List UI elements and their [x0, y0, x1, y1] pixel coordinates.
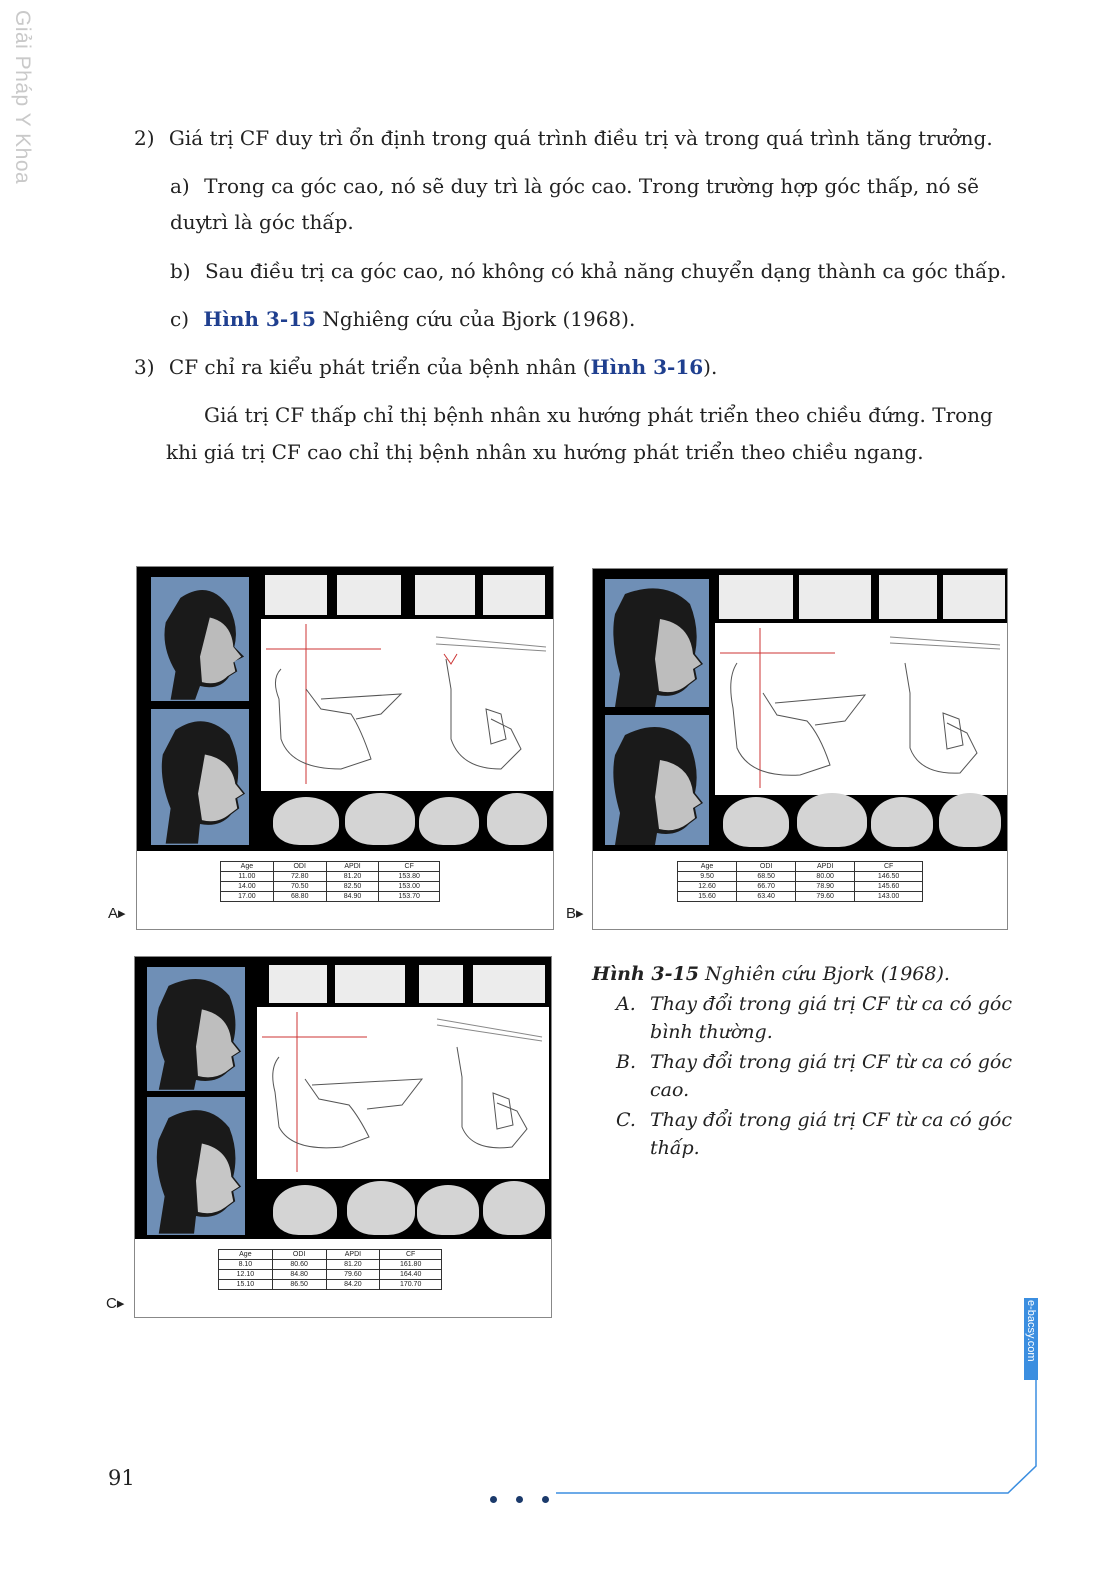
profile-photo	[605, 579, 709, 707]
dental-cast	[487, 793, 547, 845]
dental-cast	[345, 793, 415, 845]
cf-data-table	[677, 861, 923, 902]
table-row: 17.00 68.80 84.90 153.70	[221, 892, 440, 902]
list-item-2b	[170, 253, 1007, 289]
profile-photo	[147, 1097, 245, 1235]
table-row: 15.10 86.50 84.20 170.70	[219, 1280, 442, 1290]
table-row: 8.10 80.60 81.20 161.80	[219, 1260, 442, 1270]
figure-b	[592, 568, 1008, 930]
item-letter: c)	[170, 307, 190, 331]
dental-cast	[417, 1185, 479, 1235]
dental-photo	[473, 965, 545, 1003]
item-text: Sau điều trị ca góc cao, nó không có khả năng chuyển dạng thành ca góc thấp.	[204, 259, 1007, 283]
dental-cast	[797, 793, 867, 847]
item-letter: b)	[170, 259, 191, 283]
table-row: 12.60 66.70 78.90 145.60	[678, 882, 923, 892]
figure-a-label: A▸	[108, 905, 126, 922]
cephalometric-tracing	[715, 623, 1007, 795]
dental-photo	[337, 575, 401, 615]
dental-photo	[799, 575, 871, 619]
list-item-3	[134, 349, 717, 385]
caption-item-a: A. Thay đổi trong giá trị CF từ ca có góc bình thường.	[616, 993, 1012, 1043]
paragraph-line-1: Giá trị CF thấp chỉ thị bệnh nhân xu hướng phát triển theo chiều đứng. Trong	[204, 403, 993, 427]
dental-photo	[415, 575, 475, 615]
item-text: ).	[703, 355, 718, 379]
figure-caption	[592, 960, 1022, 1162]
list-item-2	[134, 120, 993, 156]
list-item-2c	[170, 301, 635, 337]
cf-data-table	[218, 1249, 442, 1290]
watermark-tab: e-bacsy.com	[1024, 1298, 1038, 1380]
dental-photo	[265, 575, 327, 615]
dental-photo	[269, 965, 327, 1003]
figure-c	[134, 956, 552, 1318]
dental-photo	[879, 575, 937, 619]
item-letter: a)	[170, 174, 190, 198]
figure-reference-link[interactable]: Hình 3-16	[590, 355, 704, 379]
footer-dots	[490, 1488, 568, 1507]
item-text: Giá trị CF duy trì ổn định trong quá trình điều trị và trong quá trình tăng trưởng.	[168, 126, 993, 150]
dental-cast	[273, 1185, 337, 1235]
side-title	[8, 10, 34, 185]
item-text: Nghiêng cứu của Bjork (1968).	[315, 307, 636, 331]
cephalometric-tracing	[257, 1007, 549, 1179]
side-title-text: Giải Pháp Y Khoa	[11, 10, 34, 185]
dental-photo	[483, 575, 545, 615]
page-number: 91	[108, 1466, 135, 1490]
table-header-row: Age ODI APDI CF	[678, 862, 923, 872]
caption-item-b: B. Thay đổi trong giá trị CF từ ca có góc cao.	[616, 1051, 1012, 1101]
figure-a	[136, 566, 554, 930]
table-row: 9.50 68.50 80.00 146.50	[678, 872, 923, 882]
cephalometric-tracing	[261, 619, 553, 791]
paragraph-line-2: khi giá trị CF cao chỉ thị bệnh nhân xu hướng phát triển theo chiều ngang.	[166, 440, 924, 464]
item-text: Trong ca góc cao, nó sẽ duy trì là góc cao. Trong trường hợp góc thấp, nó sẽ duy	[170, 174, 979, 234]
profile-photo	[151, 709, 249, 845]
table-row: 11.00 72.80 81.20 153.80	[221, 872, 440, 882]
dental-cast	[347, 1181, 415, 1235]
figure-b-label: B▸	[566, 905, 584, 922]
table-row: 12.10 84.80 79.60 164.40	[219, 1270, 442, 1280]
dental-cast	[419, 797, 479, 845]
dental-photo	[719, 575, 793, 619]
item-number: 2)	[134, 126, 155, 150]
dental-cast	[483, 1181, 545, 1235]
dental-cast	[871, 797, 933, 847]
caption-title: Hình 3-15 Nghiên cứu Bjork (1968).	[592, 963, 950, 985]
figure-reference-link[interactable]: Hình 3-15	[203, 307, 316, 331]
dental-cast	[723, 797, 789, 847]
table-header-row: Age ODI APDI CF	[219, 1250, 442, 1260]
dental-photo	[335, 965, 405, 1003]
profile-photo	[147, 967, 245, 1091]
item-text: CF chỉ ra kiểu phát triển của bệnh nhân (	[168, 355, 591, 379]
table-row: 14.00 70.50 82.50 153.00	[221, 882, 440, 892]
profile-photo	[605, 715, 709, 845]
table-header-row: Age ODI APDI CF	[221, 862, 440, 872]
caption-item-c: C. Thay đổi trong giá trị CF từ ca có góc thấp.	[616, 1109, 1012, 1159]
list-item-2a-cont: trì là góc thấp.	[204, 210, 354, 234]
figure-c-label: C▸	[106, 1295, 125, 1312]
dental-cast	[273, 797, 339, 845]
cf-data-table	[220, 861, 440, 902]
dental-photo	[419, 965, 463, 1003]
item-number: 3)	[134, 355, 155, 379]
dental-photo	[943, 575, 1005, 619]
dental-cast	[939, 793, 1001, 847]
table-row: 15.60 63.40 79.60 143.00	[678, 892, 923, 902]
profile-photo	[151, 577, 249, 701]
